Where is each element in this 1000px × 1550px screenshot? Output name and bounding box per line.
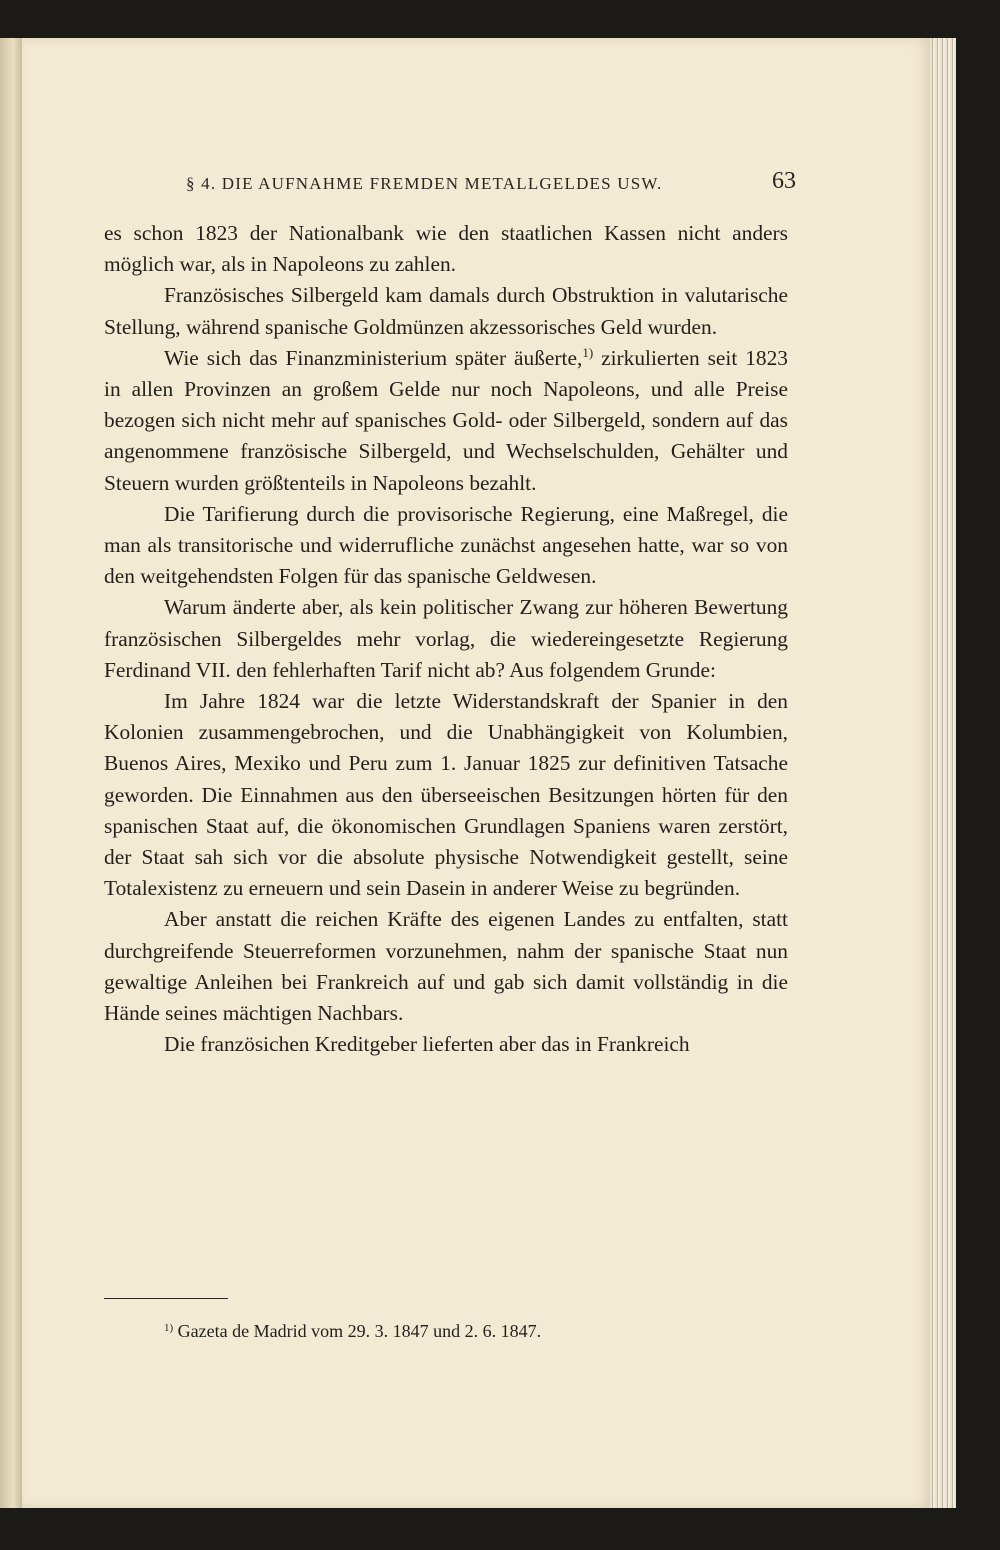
left-page-edge — [0, 38, 22, 1508]
paragraph: Aber anstatt die reichen Kräfte des eigenen Landes zu entfalten, statt durchgreifende Steuerreformen vorzunehmen, nahm der spanische Staat nun gewaltige Anleihen bei Frankreich auf und gab sich damit vollständig in die Hände seines mächtigen Nachbars. — [104, 907, 788, 1026]
footnote-mark: 1) — [164, 1322, 174, 1334]
page-header — [186, 168, 796, 204]
footnote-text: Gazeta de Madrid vom 29. 3. 1847 und 2. 6. 1847. — [173, 1321, 542, 1341]
paragraph: es schon 1823 der Nationalbank wie den staatlichen Kassen nicht anders möglich war, als in Napoleons zu zahlen. — [104, 221, 788, 277]
footnote — [164, 1319, 784, 1343]
paragraph: Französisches Silbergeld kam damals durch Obstruktion in valutarische Stellung, während spanische Goldmünzen akzessorisches Geld wurden. — [104, 283, 788, 339]
footnote-divider — [104, 1298, 228, 1299]
page-edges — [930, 38, 956, 1508]
page-number: 63 — [772, 168, 796, 194]
paragraph: Warum änderte aber, als kein politischer Zwang zur höheren Bewertung französischen Silbergeldes mehr vorlag, die wiedereingesetzte Regierung Ferdinand VII. den fehlerhaften Tarif nicht ab? Aus folgendem Grunde: — [104, 595, 788, 682]
body-text — [104, 218, 788, 1060]
paragraph-text: zirkulierten seit 1823 in allen Provinzen an großem Gelde nur noch Napoleons, und alle Preise bezogen sich nicht mehr auf spanisches Gold- oder Silbergeld, sondern auf das angenommene französische Silbergeld, und Wechselschulden, Gehälter und Steuern wurden größtenteils in Napoleons bezahlt. — [104, 345, 788, 495]
paragraph: Im Jahre 1824 war die letzte Widerstandskraft der Spanier in den Kolonien zusammengebrochen, und die Unabhängigkeit von Kolumbien, Buenos Aires, Mexiko und Peru zum 1. Januar 1825 zur definitiven Tatsache geworden. Die Einnahmen aus den überseeischen Besitzungen hörten für den spanischen Staat auf, die ökonomischen Grundlagen Spaniens waren zerstört, der Staat sah sich vor die absolute physische Notwendigkeit gestellt, seine Totalexistenz zu erneuern und sein Dasein in anderer Weise zu begründen. — [104, 689, 788, 901]
paragraph-text: Wie sich das Finanzministerium später äußerte, — [164, 345, 583, 370]
footnote-reference: 1) — [582, 344, 594, 360]
paragraph: Die französichen Kreditgeber lieferten aber das in Frankreich — [164, 1032, 690, 1057]
running-head: § 4. DIE AUFNAHME FREMDEN METALLGELDES USW. — [186, 174, 663, 193]
paragraph — [104, 343, 788, 499]
paragraph: Die Tarifierung durch die provisorische Regierung, eine Maßregel, die man als transitorische und widerrufliche zunächst angesehen hatte, war so von den weitgehendsten Folgen für das spanische Geldwesen. — [104, 501, 788, 589]
